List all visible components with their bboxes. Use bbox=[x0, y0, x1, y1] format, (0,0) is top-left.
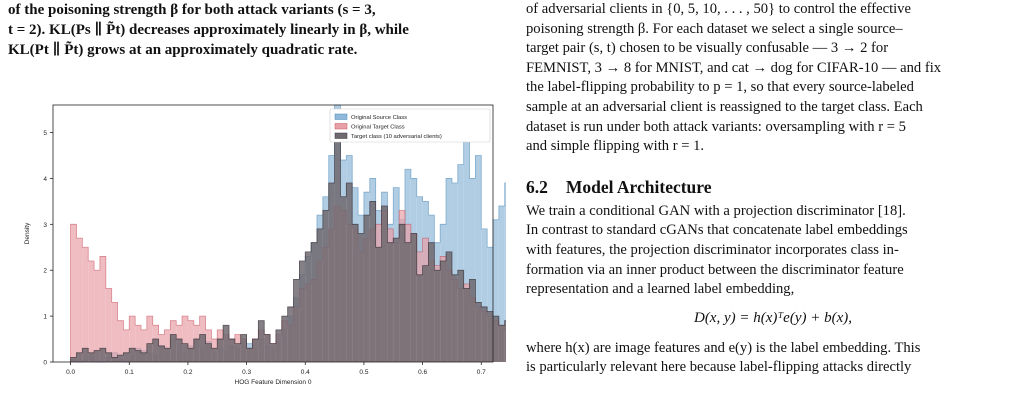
x-tick-label: 0.3 bbox=[242, 369, 252, 376]
hist-bar bbox=[153, 339, 159, 362]
y-axis-label: Density bbox=[24, 222, 31, 245]
hist-bar bbox=[217, 339, 223, 362]
equation: D(x, y) = h(x)ᵀe(y) + b(x), bbox=[693, 309, 853, 326]
hist-bar bbox=[112, 302, 118, 362]
hist-bar bbox=[428, 243, 434, 362]
hist-bar bbox=[417, 275, 423, 362]
hist-bar bbox=[252, 339, 258, 362]
hist-bar bbox=[282, 316, 288, 362]
caption-line-1: of the poisoning strength β for both attack variants (s = 3, bbox=[8, 2, 376, 18]
hist-bar bbox=[211, 348, 217, 362]
paragraph-architecture bbox=[526, 202, 1020, 300]
para3-line2: is particularly relevant here because label-flipping attacks directly bbox=[526, 359, 912, 376]
hist-bar bbox=[182, 344, 188, 362]
hist-bar bbox=[188, 348, 194, 362]
para1-line6: sample at an adversarial client is reassigned to the target class. Each bbox=[526, 98, 923, 115]
para1-line1: of adversarial clients in {0, 5, 10, . . . , 50} to control the effective bbox=[526, 1, 911, 17]
hist-bar bbox=[88, 261, 94, 362]
hist-bar bbox=[481, 307, 487, 362]
right-column bbox=[526, 0, 1020, 378]
hist-bar bbox=[364, 215, 370, 362]
legend-label: Original Source Class bbox=[351, 115, 408, 121]
hist-bar bbox=[100, 348, 106, 362]
hist-bar bbox=[423, 266, 429, 362]
x-tick-label: 0.7 bbox=[476, 369, 486, 376]
hist-bar bbox=[475, 302, 481, 362]
hist-bar bbox=[458, 270, 464, 362]
hist-bar bbox=[382, 206, 388, 362]
hist-bar bbox=[106, 289, 112, 362]
section-heading bbox=[526, 177, 1020, 198]
y-tick-label: 3 bbox=[43, 221, 47, 229]
hist-bar bbox=[71, 224, 77, 362]
section-title: Model Architecture bbox=[565, 176, 712, 197]
hist-bar bbox=[76, 353, 82, 362]
chart-legend bbox=[330, 109, 490, 142]
hist-bar bbox=[164, 348, 170, 362]
hist-bar bbox=[505, 321, 506, 362]
hist-bar bbox=[100, 256, 106, 362]
legend-swatch bbox=[335, 133, 347, 139]
hist-bar bbox=[147, 344, 153, 362]
hist-bar bbox=[247, 348, 253, 362]
histogram-figure bbox=[8, 100, 506, 415]
hist-bar bbox=[82, 348, 88, 362]
hist-bar bbox=[446, 252, 452, 362]
caption-line-3: KL(Pt ∥ P̃t) grows at an approximately quadratic rate. bbox=[8, 42, 358, 58]
hist-bar bbox=[123, 353, 129, 362]
hist-bar bbox=[106, 353, 112, 362]
x-tick-label: 0.1 bbox=[124, 369, 134, 376]
histogram-bars bbox=[71, 105, 506, 362]
hist-bar bbox=[241, 334, 247, 362]
hist-bar bbox=[452, 275, 458, 362]
hist-bar bbox=[159, 346, 165, 362]
hist-bar bbox=[370, 201, 376, 362]
hist-bar bbox=[118, 355, 124, 362]
hist-bar bbox=[317, 229, 323, 362]
hist-bar bbox=[440, 261, 446, 362]
hist-bar bbox=[335, 114, 341, 362]
caption-line-2b: s ∥ P̃t) decreases approximately linearly in β, while bbox=[84, 22, 409, 38]
hist-bar bbox=[206, 344, 212, 362]
hist-bar bbox=[112, 357, 118, 362]
para1-line8: and simple flipping with r = 1. bbox=[526, 138, 705, 155]
hist-bar bbox=[376, 247, 382, 362]
hist-bar bbox=[135, 351, 141, 362]
hist-bar bbox=[94, 351, 100, 362]
para2-line5: representation and a learned label embedding, bbox=[526, 281, 795, 298]
hist-bar bbox=[493, 316, 499, 362]
para2-line1: We train a conditional GAN with a projection discriminator [18]. bbox=[526, 202, 906, 219]
para1-line5: the label-flipping probability to p = 1, so that every source-labeled bbox=[526, 79, 914, 96]
hist-bar bbox=[311, 243, 317, 362]
section-number: 6.2 bbox=[526, 176, 548, 197]
hist-bar bbox=[229, 339, 235, 362]
hist-bar bbox=[288, 307, 294, 362]
hist-bar bbox=[387, 243, 393, 362]
hist-bar bbox=[294, 279, 300, 362]
hist-bar bbox=[464, 289, 470, 362]
x-tick-label: 0.0 bbox=[66, 369, 76, 376]
x-tick-label: 0.6 bbox=[418, 369, 428, 376]
hist-bar bbox=[194, 339, 200, 362]
hist-bar bbox=[299, 261, 305, 362]
hist-bar bbox=[499, 325, 505, 362]
hist-bar bbox=[129, 348, 135, 362]
para1-line3: target pair (s, t) chosen to be visually confusable — 3 → 2 for bbox=[526, 40, 889, 57]
para2-line2: In contrast to standard cGANs that concatenate label embeddings bbox=[526, 222, 908, 239]
hist-bar bbox=[270, 344, 276, 362]
para1-line4: FEMNIST, 3 → 8 for MNIST, and cat → dog for CIFAR-10 — and fix bbox=[526, 59, 942, 76]
hist-bar bbox=[258, 321, 264, 362]
hist-bar bbox=[200, 334, 206, 362]
hist-bar bbox=[176, 339, 182, 362]
hist-bar bbox=[329, 183, 335, 362]
paragraph-explanation bbox=[526, 339, 1020, 378]
x-tick-label: 0.2 bbox=[183, 369, 193, 376]
hist-bar bbox=[393, 238, 399, 362]
hist-bar bbox=[399, 224, 405, 362]
y-tick-label: 4 bbox=[43, 175, 47, 183]
left-column bbox=[8, 0, 506, 386]
hist-bar bbox=[276, 330, 282, 362]
hist-bar bbox=[358, 234, 364, 363]
para3-line1: where h(x) are image features and e(y) is the label embedding. This bbox=[526, 339, 921, 356]
hist-bar bbox=[411, 234, 417, 363]
hist-bar bbox=[470, 279, 476, 362]
hist-bar bbox=[323, 211, 329, 362]
hist-bar bbox=[235, 344, 241, 362]
hist-bar bbox=[434, 270, 440, 362]
paragraph-setup bbox=[526, 0, 1020, 157]
y-tick-label: 1 bbox=[43, 313, 47, 321]
x-tick-label: 0.5 bbox=[359, 369, 369, 376]
hist-bar bbox=[264, 334, 270, 362]
hist-bar bbox=[405, 243, 411, 362]
hist-bar bbox=[352, 224, 358, 362]
hist-bar bbox=[94, 270, 100, 362]
y-tick-label: 0 bbox=[43, 359, 47, 367]
x-axis-label: HOG Feature Dimension 0 bbox=[234, 379, 312, 386]
hist-bar bbox=[305, 252, 311, 362]
hist-bar bbox=[88, 353, 94, 362]
histogram-chart bbox=[8, 100, 506, 415]
hist-bar bbox=[82, 247, 88, 362]
hist-bar bbox=[223, 325, 229, 362]
para1-line2: poisoning strength β. For each dataset we select a single source– bbox=[526, 20, 903, 37]
para2-line3: with features, the projection discriminator incorporates class in- bbox=[526, 241, 899, 258]
hist-bar bbox=[76, 238, 82, 362]
legend-label: Target class (10 adversarial clients) bbox=[351, 134, 442, 140]
y-tick-label: 2 bbox=[43, 267, 47, 275]
para2-line4: formation via an inner product between the discriminator feature bbox=[526, 261, 904, 278]
hist-bar bbox=[141, 353, 147, 362]
legend-swatch bbox=[335, 124, 347, 130]
hist-bar bbox=[340, 197, 346, 362]
hist-bar bbox=[487, 312, 493, 362]
legend-label: Original Target Class bbox=[351, 124, 405, 131]
caption-line-2a: t = 2). KL(P bbox=[8, 22, 85, 38]
legend-swatch bbox=[335, 114, 347, 120]
hist-bar bbox=[346, 183, 352, 362]
para1-line7: dataset is run under both attack variants: oversampling with r = 5 bbox=[526, 118, 906, 135]
figure-caption bbox=[8, 0, 506, 60]
hist-bar bbox=[170, 334, 176, 362]
hist-bar bbox=[71, 357, 77, 362]
x-tick-label: 0.4 bbox=[300, 369, 310, 376]
y-tick-label: 5 bbox=[43, 130, 47, 138]
